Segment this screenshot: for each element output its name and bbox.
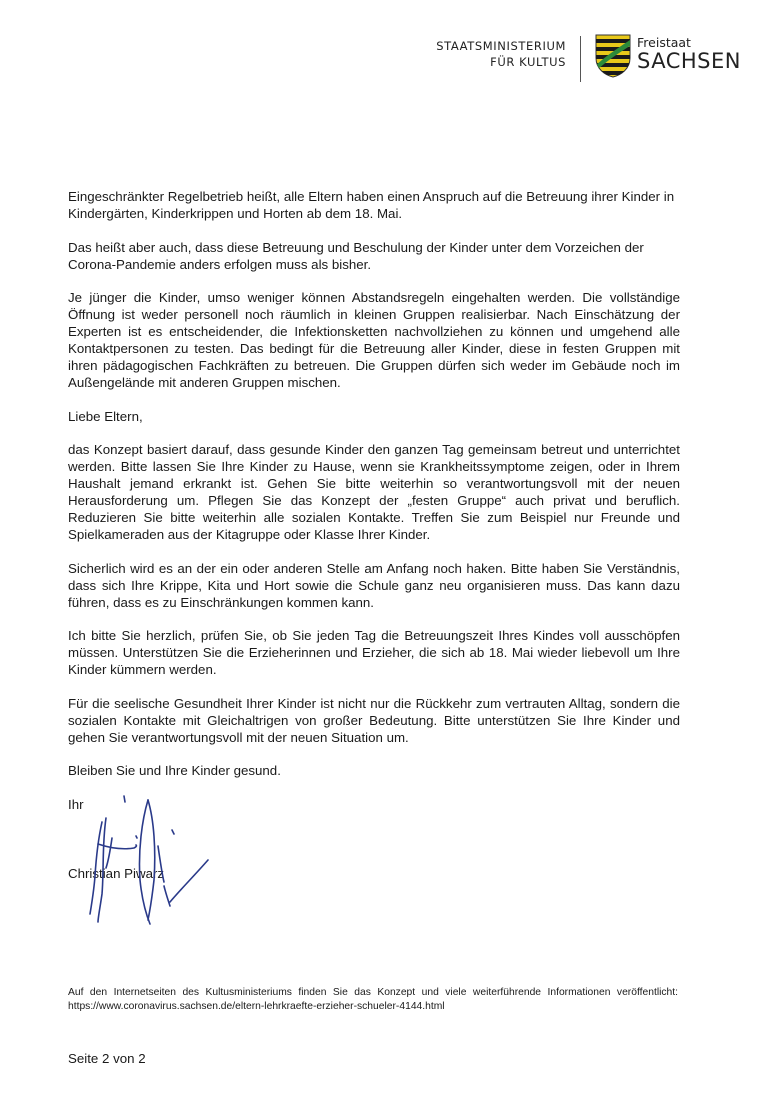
ministry-line-2: FÜR KULTUS: [490, 55, 567, 69]
ministry-line-1: STAATSMINISTERIUM: [436, 39, 567, 53]
paragraph-6: Ich bitte Sie herzlich, prüfen Sie, ob Sie jeden Tag die Betreuungszeit Ihres Kindes voll ausschöpfen müssen. Unterstützen Sie die Erzieherinnen und Erzieher, die sich ab 18. Mai wieder liebevoll um Ihre Kinder kümmern werden.: [68, 628, 680, 677]
logo-line-2: SACHSEN: [637, 49, 741, 73]
signer-name: Christian Piwarz: [68, 866, 165, 881]
page-number: Seite 2 von 2: [68, 1051, 146, 1066]
paragraph-4: das Konzept basiert darauf, dass gesunde Kinder den ganzen Tag gemeinsam betreut und unterrichtet werden. Bitte lassen Sie Ihre Kinder zu Hause, wenn sie Krankheitssymptome zeigen, oder in Ihrem Haushalt jemand erkrankt ist. Gehen Sie bitte weiterhin so verantwortungsvoll mit der neuen Herausforderung um. Pflegen Sie das Konzept der „festen Gruppe“ auch privat und beruflich. Reduzieren Sie bitte weiterhin alle sozialen Kontakte. Treffen Sie zum Beispiel nur Freunde und Spielkameraden aus der Kitagruppe oder Klasse Ihrer Kinder.: [68, 442, 680, 542]
ministry-name: [436, 38, 566, 70]
saxony-coat-of-arms-icon: [595, 34, 631, 78]
paragraph-3: Je jünger die Kinder, umso weniger können Abstandsregeln eingehalten werden. Die vollständige Öffnung ist weder personell noch räumlich in kleinen Gruppen realisierbar. Nach Einschätzung der Experten ist es entscheidender, die Infektionsketten nachvollziehen zu können und umgehend alle Kontaktpersonen zu testen. Das bedingt für die Betreuung aller Kinder, diese in festen Gruppen mit ihren pädagogischen Fachkräften zu betreuen. Die Gruppen dürfen sich weder im Gebäude noch im Außengelände mit anderen Gruppen mischen.: [68, 290, 680, 390]
paragraph-5: Sicherlich wird es an der ein oder anderen Stelle am Anfang noch haken. Bitte haben Sie Verständnis, dass sich Ihre Krippe, Kita und Hort sowie die Schule ganz neu organisieren muss. Das kann dazu führen, dass es zu Einschränkungen kommen kann.: [68, 560, 680, 610]
closing-line: Bleiben Sie und Ihre Kinder gesund.: [68, 763, 281, 778]
letterhead: [436, 34, 741, 82]
paragraph-7: Für die seelische Gesundheit Ihrer Kinder ist nicht nur die Rückkehr zum vertrauten Alltag, sondern die sozialen Kontakte mit Gleichaltrigen von großer Bedeutung. Bitte unterstützen Sie Ihre Kinder und gehen Sie verantwortungsvoll mit der neuen Situation um.: [68, 695, 680, 745]
letter-body: [68, 188, 680, 796]
closing-ihr: Ihr: [68, 797, 84, 812]
footnote: Auf den Internetseiten des Kultusministeriums finden Sie das Konzept und viele weiterführende Informationen veröffentlicht: https://www.coronavirus.sachsen.de/eltern-lehrkraefte-erzieher-schueler-4144.html: [68, 987, 678, 1012]
logo-line-1: Freistaat: [637, 35, 691, 50]
paragraph-1: Eingeschränkter Regelbetrieb heißt, alle Eltern haben einen Anspruch auf die Betreuung ihrer Kinder in Kindergärten, Kinderkrippen und Horten ab dem 18. Mai.: [68, 189, 675, 221]
salutation: Liebe Eltern,: [68, 408, 143, 424]
paragraph-2: Das heißt aber auch, dass diese Betreuung und Beschulung der Kinder unter dem Vorzeichen der Corona-Pandemie anders erfolgen muss als bisher.: [68, 239, 644, 272]
handwritten-signature: [62, 790, 222, 930]
freistaat-logo-text: [637, 34, 741, 72]
header-divider: [580, 36, 581, 82]
